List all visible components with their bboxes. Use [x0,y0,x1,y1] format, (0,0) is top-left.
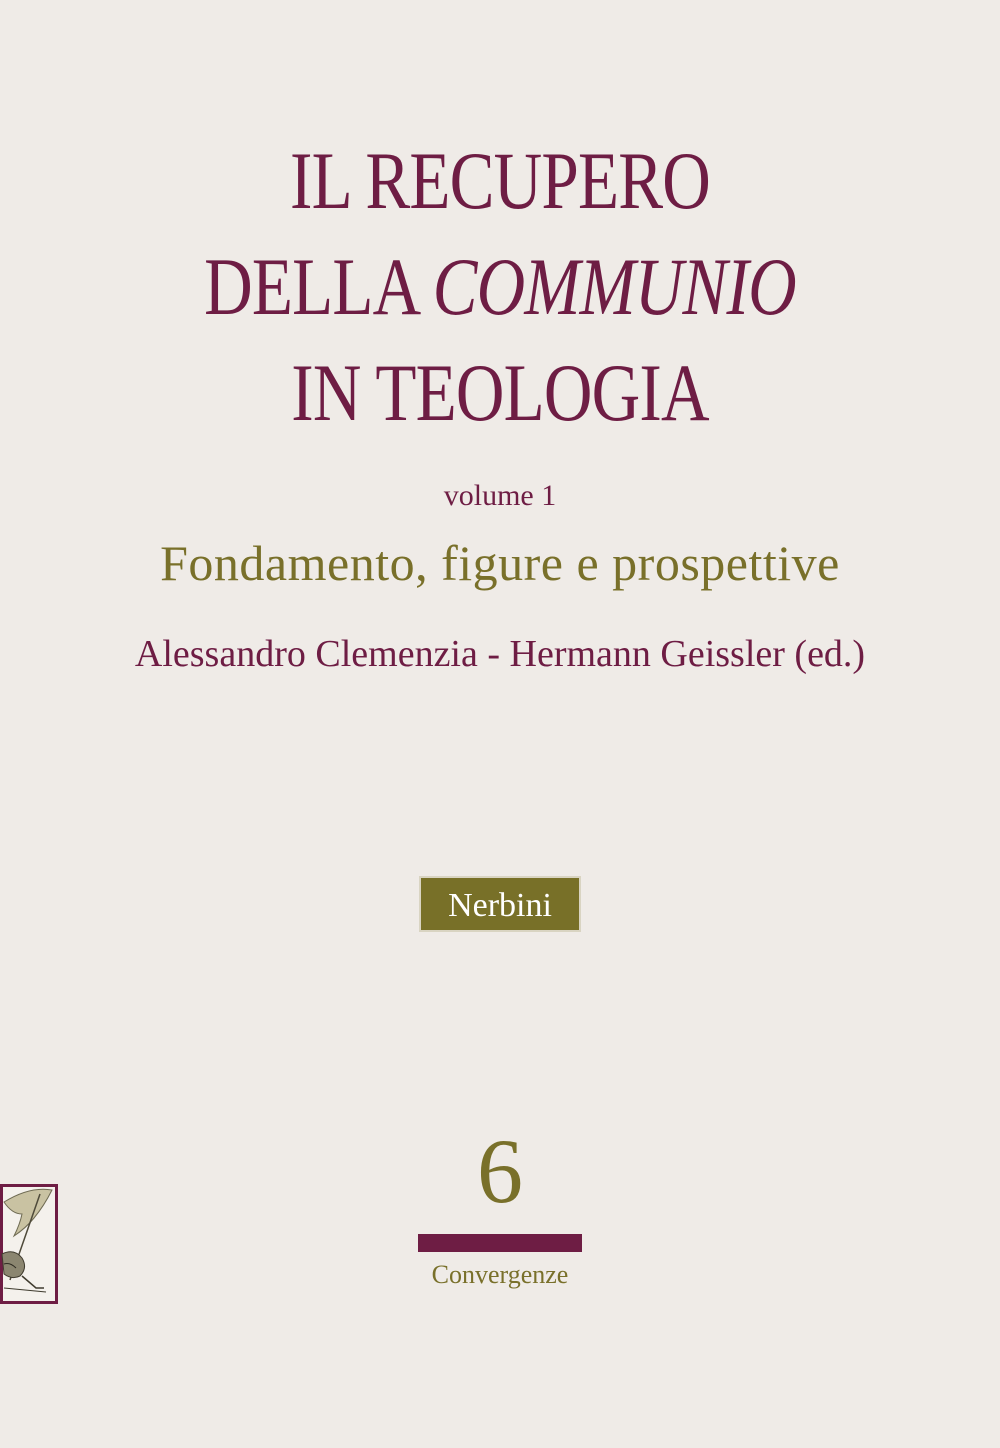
book-title [0,128,1000,446]
title-line-1: IL RECUPERO [290,135,710,226]
title-line-3: IN TEOLOGIA [291,347,709,438]
title-line-2-prefix: DELLA [204,241,433,332]
book-subtitle: Fondamento, figure e prospettive [160,535,840,591]
series-divider [418,1234,582,1252]
publisher-badge: Nerbini [419,876,581,932]
series-number: 6 [477,1120,523,1222]
volume-label: volume 1 [443,479,557,512]
title-line-2 [90,234,910,340]
series-name: Convergenze [431,1260,569,1289]
quill-and-hand-icon [0,1184,58,1304]
book-authors: Alessandro Clemenzia - Hermann Geissler (ed.) [134,633,866,675]
title-line-2-italic: COMMUNIO [432,241,796,332]
